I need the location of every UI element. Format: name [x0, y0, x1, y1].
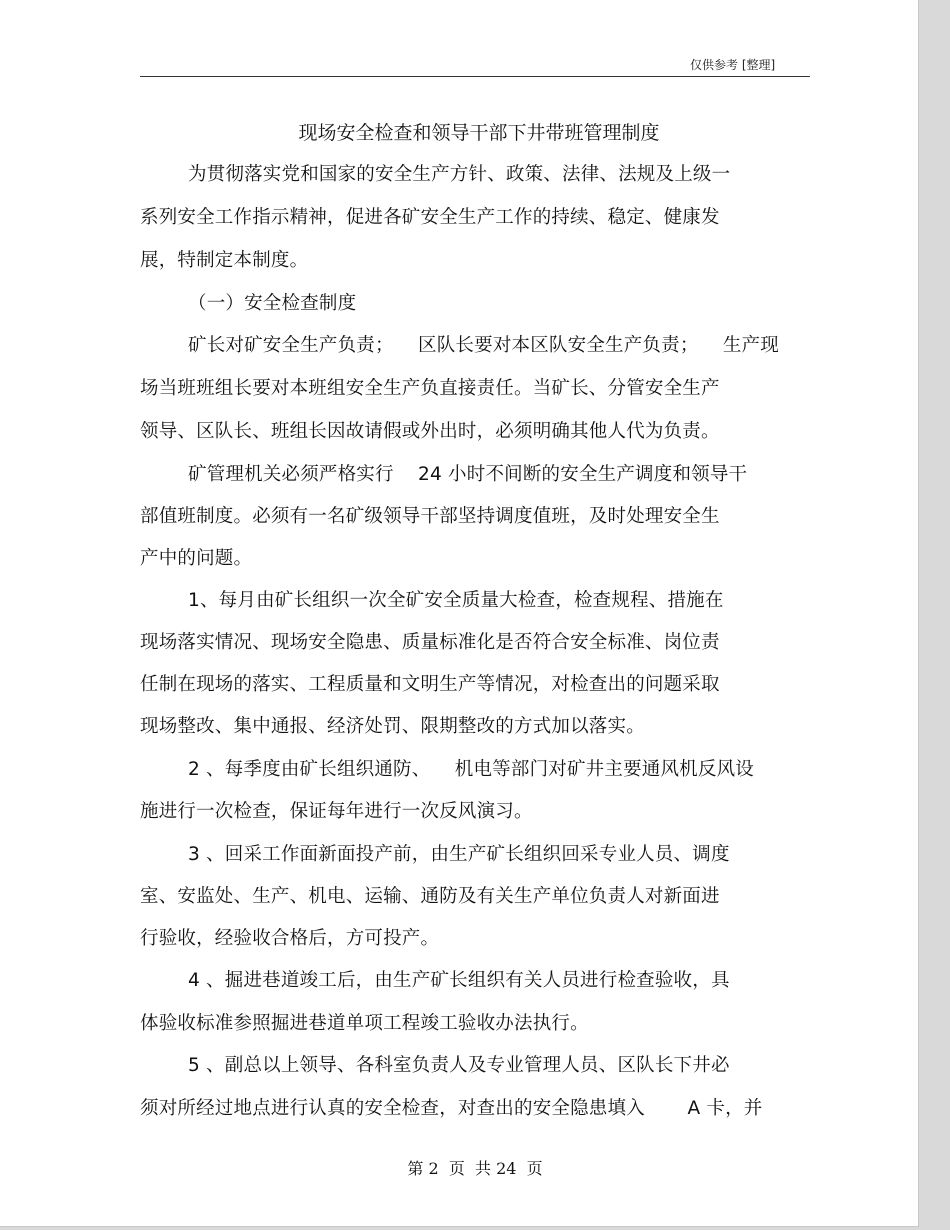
section-heading: （一）安全检查制度 — [188, 293, 357, 314]
body-line: 室、安监处、生产、机电、运输、通防及有关生产单位负责人对新面进 — [140, 886, 720, 907]
body-line: 2 、每季度由矿长组织通防、 机电等部门对矿井主要通风机反风设 — [188, 759, 754, 780]
body-line: 5 、副总以上领导、各科室负责人及专业管理人员、区队长下井必 — [188, 1055, 730, 1076]
body-line: 1、每月由矿长组织一次全矿安全质量大检查，检查规程、措施在 — [188, 590, 724, 611]
body-line: 现场整改、集中通报、经济处罚、限期整改的方式加以落实。 — [140, 716, 645, 737]
body-line: 任制在现场的落实、工程质量和文明生产等情况，对检查出的问题采取 — [140, 674, 720, 695]
header-rule — [140, 76, 810, 77]
header-note: 仅供参考 [整理] — [690, 58, 776, 72]
body-line: 场当班班组长要对本班组安全生产负直接责任。当矿长、分管安全生产 — [140, 378, 720, 399]
body-line: 为贯彻落实党和国家的安全生产方针、政策、法律、法规及上级一 — [188, 164, 731, 185]
body-line: 4 、掘进巷道竣工后，由生产矿长组织有关人员进行检查验收，具 — [188, 970, 730, 991]
page-footer: 第 2 页 共 24 页 — [407, 1159, 543, 1178]
body-line: 系列安全工作指示精神，促进各矿安全生产工作的持续、稳定、健康发 — [140, 207, 720, 228]
body-line: 产中的问题。 — [140, 548, 253, 569]
body-line: 展，特制定本制度。 — [140, 250, 309, 271]
body-line: 矿管理机关必须严格实行 24 小时不间断的安全生产调度和领导干 — [188, 464, 748, 485]
body-line: 矿长对矿安全生产负责； 区队长要对本区队安全生产负责； 生产现 — [188, 335, 779, 356]
body-line: 须对所经过地点进行认真的安全检查，对查出的安全隐患填入 A 卡，并 — [140, 1098, 763, 1119]
body-line: 3 、回采工作面新面投产前，由生产矿长组织回采专业人员、调度 — [188, 844, 730, 865]
body-line: 领导、区队长、班组长因故请假或外出时，必须明确其他人代为负责。 — [140, 421, 720, 442]
body-line: 施进行一次检查，保证每年进行一次反风演习。 — [140, 801, 533, 822]
body-line: 部值班制度。必须有一名矿级领导干部坚持调度值班，及时处理安全生 — [140, 506, 720, 527]
document-title: 现场安全检查和领导干部下井带班管理制度 — [298, 122, 660, 144]
body-line: 现场落实情况、现场安全隐患、质量标准化是否符合安全标准、岗位责 — [140, 632, 720, 653]
body-line: 行验收，经验收合格后，方可投产。 — [140, 928, 440, 949]
body-line: 体验收标准参照掘进巷道单项工程竣工验收办法执行。 — [140, 1013, 589, 1034]
